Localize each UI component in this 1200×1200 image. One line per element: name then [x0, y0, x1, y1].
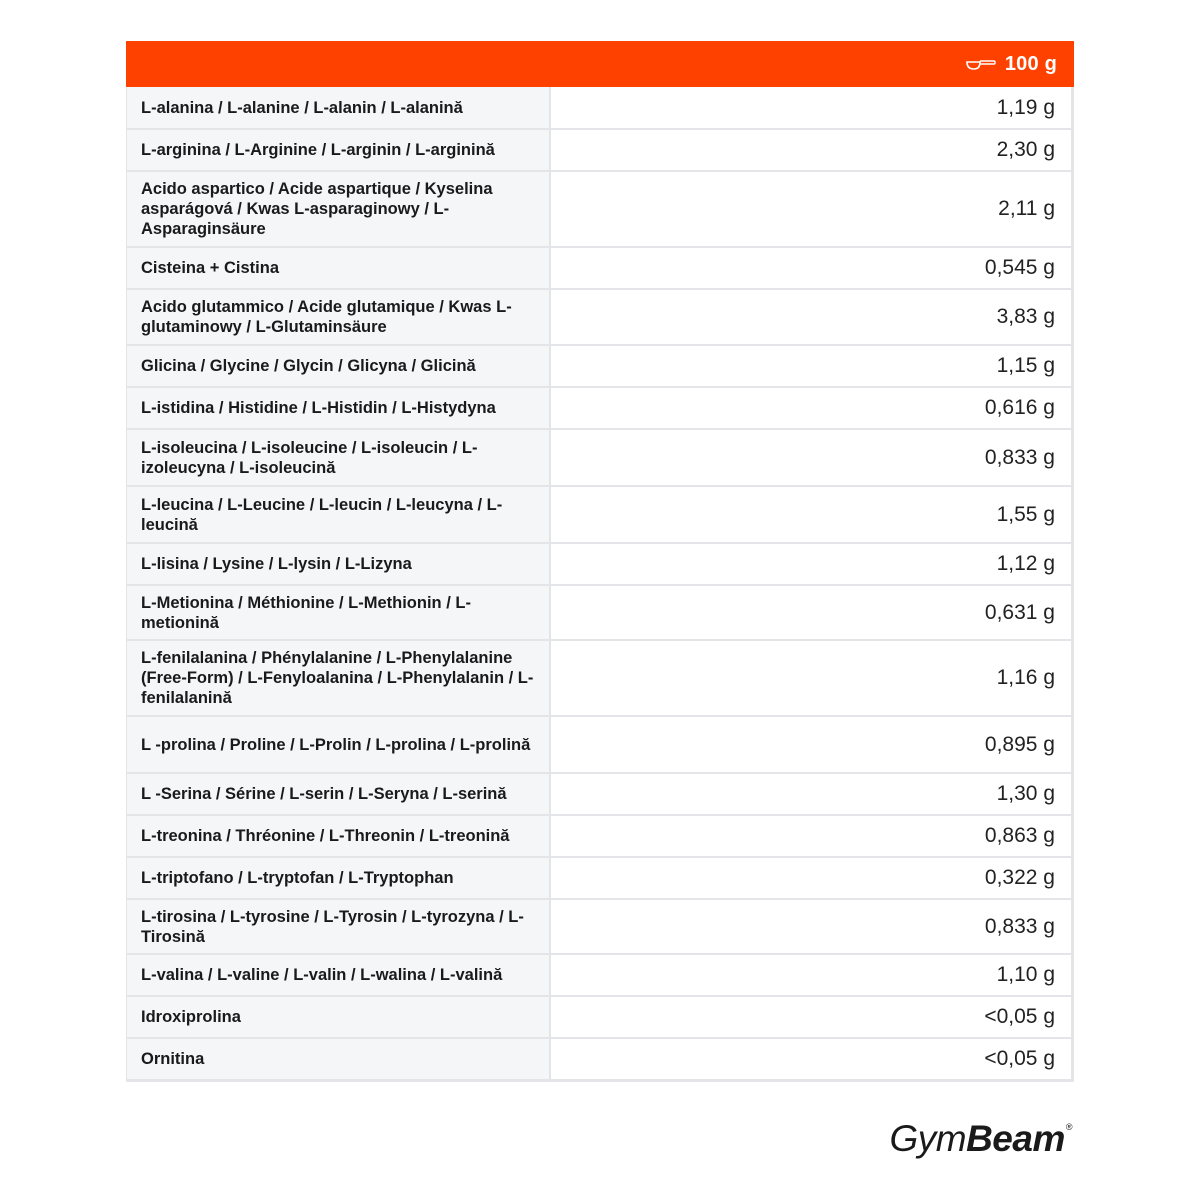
amino-acid-amount: 1,10 g [551, 955, 1071, 995]
amino-acid-name: Idroxiprolina [127, 997, 551, 1037]
table-row [126, 1037, 1074, 1079]
table-row [126, 772, 1074, 814]
amino-acid-table [126, 41, 1074, 1082]
amino-acid-name: L-Metionina / Méthionine / L-Methionin / L-metionină [127, 586, 551, 639]
table-row [126, 898, 1074, 953]
amino-acid-name: Ornitina [127, 1039, 551, 1079]
amino-acid-name: L-fenilalanina / Phénylalanine / L-Phenylalanine (Free-Form) / L-Fenyloalanina / L-Phenylalanin / L-fenilalanină [127, 641, 551, 715]
amino-acid-name: L-treonina / Thréonine / L-Threonin / L-treonină [127, 816, 551, 856]
amino-acid-name: L-valina / L-valine / L-valin / L-walina / L-valină [127, 955, 551, 995]
amino-acid-amount: 0,616 g [551, 388, 1071, 428]
table-row [126, 288, 1074, 344]
table-row [126, 246, 1074, 288]
registered-mark: ® [1065, 1122, 1072, 1132]
amino-acid-name: L-tirosina / L-tyrosine / L-Tyrosin / L-tyrozyna / L-Tirosină [127, 900, 551, 953]
amino-acid-amount: 0,631 g [551, 586, 1071, 639]
table-body [126, 87, 1074, 1079]
table-row [126, 639, 1074, 715]
amino-acid-amount: 0,863 g [551, 816, 1071, 856]
table-row [126, 584, 1074, 639]
amino-acid-name: Acido aspartico / Acide aspartique / Kyselina asparágová / Kwas L-asparaginowy / L-Asparaginsäure [127, 172, 551, 246]
amino-acid-amount: 1,16 g [551, 641, 1071, 715]
amino-acid-name: L-lisina / Lysine / L-lysin / L-Lizyna [127, 544, 551, 584]
table-row [126, 344, 1074, 386]
amino-acid-name: L-arginina / L-Arginine / L-arginin / L-arginină [127, 130, 551, 170]
table-row [126, 485, 1074, 542]
table-row [126, 542, 1074, 584]
amino-acid-name: Acido glutammico / Acide glutamique / Kwas L-glutaminowy / L-Glutaminsäure [127, 290, 551, 344]
table-row [126, 428, 1074, 485]
table-row [126, 128, 1074, 170]
scoop-icon [965, 57, 997, 71]
table-row [126, 386, 1074, 428]
amino-acid-name: L-alanina / L-alanine / L-alanin / L-alanină [127, 87, 551, 128]
table-header [126, 41, 1074, 87]
logo-text-gym: Gym [889, 1118, 967, 1159]
table-row [126, 953, 1074, 995]
amino-acid-name: L-istidina / Histidine / L-Histidin / L-Histydyna [127, 388, 551, 428]
table-row [126, 170, 1074, 246]
amino-acid-name: L -Serina / Sérine / L-serin / L-Seryna / L-serină [127, 774, 551, 814]
table-row [126, 995, 1074, 1037]
table-row [126, 814, 1074, 856]
amino-acid-name: L-isoleucina / L-isoleucine / L-isoleucin / L-izoleucyna / L-isoleucină [127, 430, 551, 485]
amino-acid-name: Cisteina + Cistina [127, 248, 551, 288]
amino-acid-name: Glicina / Glycine / Glycin / Glicyna / Glicină [127, 346, 551, 386]
amino-acid-amount: 1,55 g [551, 487, 1071, 542]
amino-acid-amount: 0,833 g [551, 900, 1071, 953]
amino-acid-amount: 0,545 g [551, 248, 1071, 288]
amino-acid-amount: 2,11 g [551, 172, 1071, 246]
amino-acid-amount: 2,30 g [551, 130, 1071, 170]
amino-acid-name: L-leucina / L-Leucine / L-leucin / L-leucyna / L-leucină [127, 487, 551, 542]
table-row [126, 715, 1074, 772]
amino-acid-name: L -prolina / Proline / L-Prolin / L-prolina / L-prolină [127, 717, 551, 772]
amino-acid-amount: 3,83 g [551, 290, 1071, 344]
amino-acid-amount: 1,12 g [551, 544, 1071, 584]
amino-acid-amount: 0,833 g [551, 430, 1071, 485]
amino-acid-amount: 0,322 g [551, 858, 1071, 898]
logo-text-beam: Beam [966, 1118, 1065, 1159]
gymbeam-logo [889, 1118, 1072, 1160]
amino-acid-amount: 1,19 g [551, 87, 1071, 128]
amino-acid-name: L-triptofano / L-tryptofan / L-Tryptophan [127, 858, 551, 898]
amino-acid-amount: <0,05 g [551, 1039, 1071, 1079]
amino-acid-amount: <0,05 g [551, 997, 1071, 1037]
amino-acid-amount: 1,15 g [551, 346, 1071, 386]
table-row [126, 87, 1074, 128]
amino-acid-amount: 0,895 g [551, 717, 1071, 772]
table-row [126, 856, 1074, 898]
amino-acid-amount: 1,30 g [551, 774, 1071, 814]
serving-size-label: 100 g [1004, 52, 1057, 75]
